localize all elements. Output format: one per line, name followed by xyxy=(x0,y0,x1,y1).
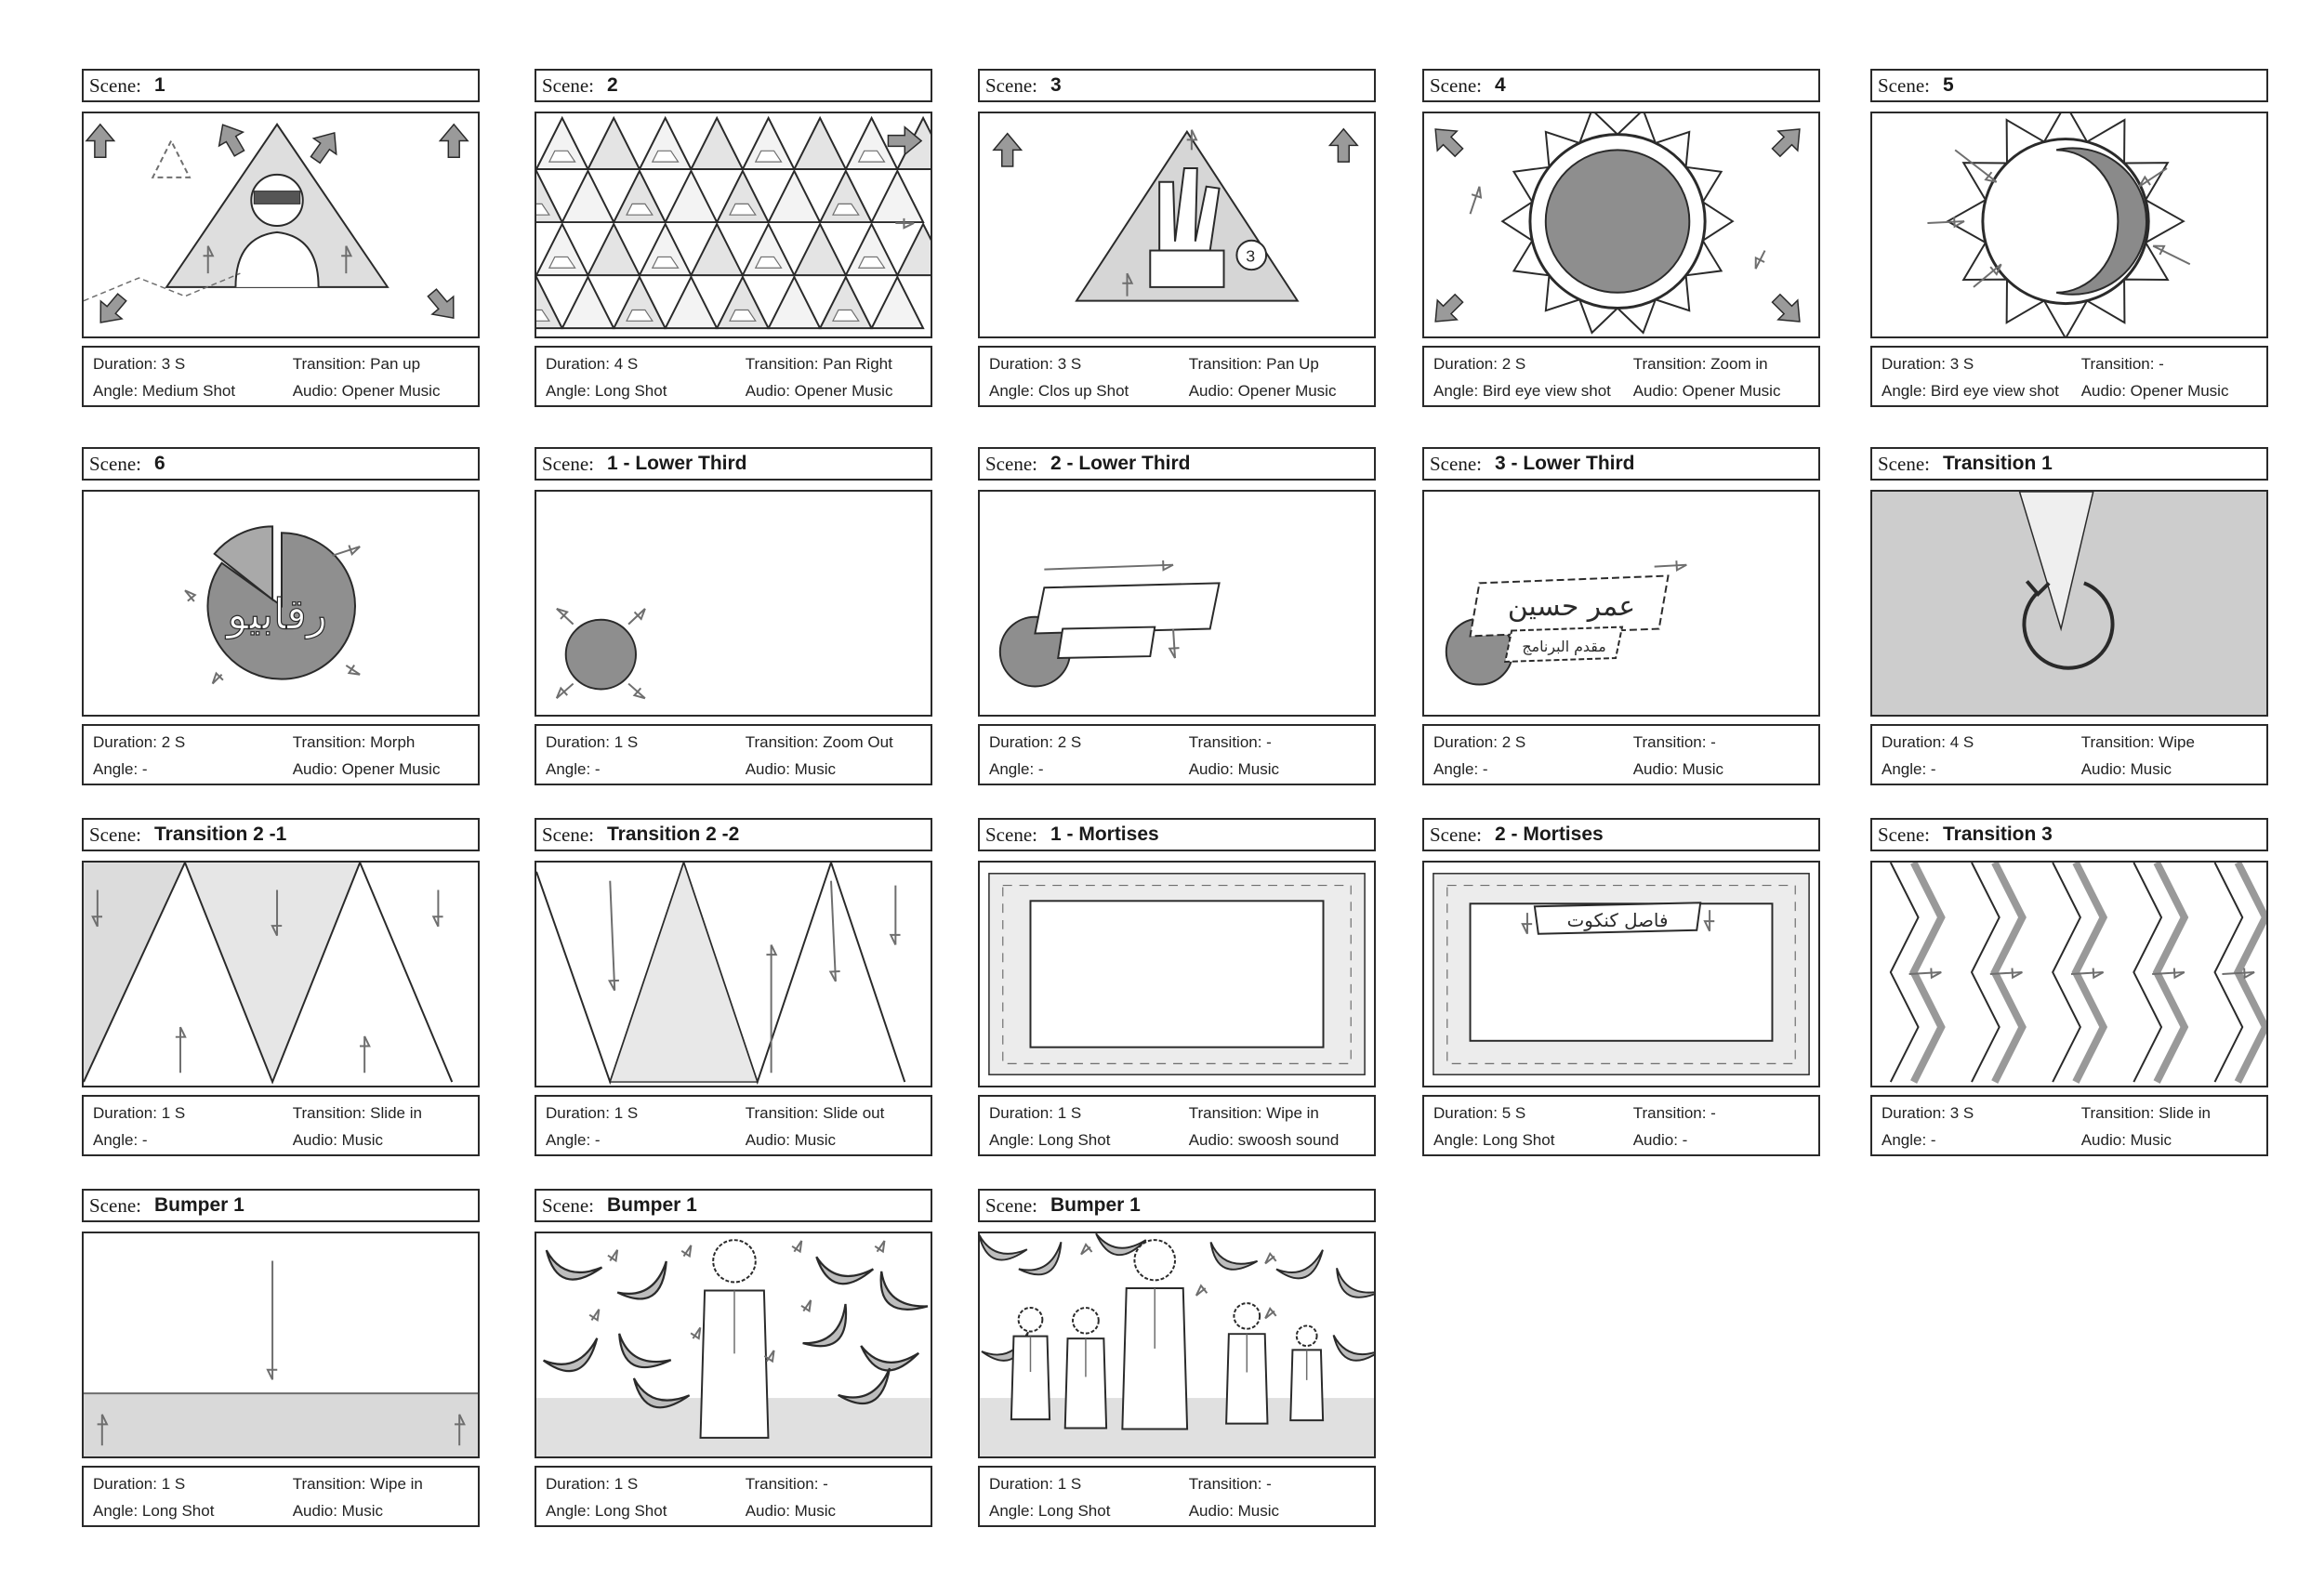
audio-text: Audio: Music xyxy=(1632,760,1724,778)
child-person-head xyxy=(1234,1303,1260,1329)
transition-text: Transition: - xyxy=(1632,1104,1716,1122)
audio-text: Audio: Music xyxy=(1188,760,1280,778)
duration-text: Duration: 4 S xyxy=(1882,733,1974,751)
audio-text: Audio: - xyxy=(1632,1131,1688,1149)
angle-text: Angle: Long Shot xyxy=(989,1131,1111,1149)
scene-number: Transition 2 -2 xyxy=(606,823,740,845)
duration-text: Duration: 3 S xyxy=(1882,355,1974,373)
audio-text: Audio: Music xyxy=(1188,1502,1280,1520)
shade xyxy=(185,863,360,1082)
transition-text: Transition: - xyxy=(745,1475,828,1493)
scene-sketch xyxy=(536,1233,931,1456)
scene-label: Scene: xyxy=(1878,452,1930,475)
scene-header xyxy=(535,447,932,481)
block-arrow-icon xyxy=(440,125,468,157)
pattern-triangle xyxy=(897,224,931,275)
scene-header xyxy=(1422,818,1820,851)
banana-icon xyxy=(543,1338,605,1379)
scene-sketch xyxy=(1424,863,1818,1086)
banana-icon xyxy=(1275,1250,1329,1285)
transition-text: Transition: Wipe in xyxy=(1188,1104,1319,1122)
scene-info xyxy=(535,1466,932,1527)
scene-label: Scene: xyxy=(1430,452,1482,475)
scene-label: Scene: xyxy=(1430,73,1482,97)
transition-text: Transition: Pan up xyxy=(292,355,421,373)
standing-person-head xyxy=(713,1240,756,1282)
scene-info xyxy=(82,346,480,407)
scene-info xyxy=(1422,1095,1820,1156)
scene-card xyxy=(535,69,932,407)
audio-text: Audio: Opener Music xyxy=(292,382,441,400)
transition-text: Transition: Wipe in xyxy=(292,1475,423,1493)
audio-text: Audio: Opener Music xyxy=(1632,382,1781,400)
scene-info xyxy=(1870,724,2268,785)
scene-header xyxy=(978,818,1376,851)
scene-number: 3 xyxy=(1050,74,1062,96)
pattern-triangle xyxy=(588,118,639,169)
scene-sketch xyxy=(536,863,931,1086)
audio-text: Audio: Music xyxy=(2080,1131,2172,1149)
scene-card xyxy=(978,447,1376,785)
angle-text: Angle: Long Shot xyxy=(546,382,667,400)
scene-label: Scene: xyxy=(985,452,1037,475)
pattern-triangle xyxy=(666,277,717,328)
angle-text: Angle: Long Shot xyxy=(93,1502,215,1520)
scene-card xyxy=(1422,69,1820,407)
duration-text: Duration: 3 S xyxy=(93,355,186,373)
scene-number: 1 - Lower Third xyxy=(606,453,747,474)
scene-number: 5 xyxy=(1942,74,1954,96)
pattern-triangle xyxy=(691,118,742,169)
angle-text: Angle: Medium Shot xyxy=(93,382,236,400)
transition-text: Transition: - xyxy=(1188,1475,1272,1493)
scene-sketch-frame xyxy=(535,861,932,1087)
scene-sketch-frame xyxy=(978,1232,1376,1458)
scene-sketch-frame xyxy=(535,112,932,338)
duration-text: Duration: 4 S xyxy=(546,355,639,373)
banana-icon xyxy=(616,1261,678,1310)
angle-text: Angle: Long Shot xyxy=(989,1502,1111,1520)
scene-label: Scene: xyxy=(1430,823,1482,846)
scene-info xyxy=(82,1466,480,1527)
scene-sketch xyxy=(980,113,1374,336)
duration-text: Duration: 1 S xyxy=(546,1475,639,1493)
scene-sketch-frame xyxy=(978,861,1376,1087)
audio-text: Audio: Opener Music xyxy=(1188,382,1337,400)
audio-text: Audio: Opener Music xyxy=(292,760,441,778)
scene-number: Bumper 1 xyxy=(1050,1194,1141,1216)
presenter-name: عمر حسين xyxy=(1507,589,1636,622)
scene-sketch-frame xyxy=(1870,861,2268,1087)
scene-sketch-frame xyxy=(1422,490,1820,717)
scene-info xyxy=(978,724,1376,785)
duration-text: Duration: 1 S xyxy=(989,1475,1082,1493)
banana-icon xyxy=(539,1247,601,1288)
audio-text: Audio: Music xyxy=(2080,760,2172,778)
inner-window xyxy=(1030,901,1323,1047)
scene-sketch xyxy=(84,863,478,1086)
arrow-icon xyxy=(2153,246,2190,265)
block-arrow-icon xyxy=(86,125,114,157)
scene-header xyxy=(535,69,932,102)
scene-header xyxy=(1870,69,2268,102)
block-arrow-icon xyxy=(1766,120,1809,163)
arrow-icon xyxy=(1927,221,1964,223)
scene-label: Scene: xyxy=(542,1193,594,1217)
scene-info xyxy=(535,346,932,407)
duration-text: Duration: 2 S xyxy=(1433,355,1526,373)
audio-text: Audio: Music xyxy=(292,1502,384,1520)
scene-label: Scene: xyxy=(89,73,141,97)
pattern-triangle xyxy=(769,171,820,222)
scene-label: Scene: xyxy=(89,1193,141,1217)
pattern-triangle xyxy=(769,277,820,328)
angle-text: Angle: - xyxy=(93,760,148,778)
angle-text: Angle: Long Shot xyxy=(546,1502,667,1520)
angle-text: Angle: Long Shot xyxy=(1433,1131,1555,1149)
scene-label: Scene: xyxy=(1878,73,1930,97)
angle-text: Angle: - xyxy=(546,760,601,778)
transition-text: Transition: Pan Up xyxy=(1188,355,1319,373)
scene-header xyxy=(82,818,480,851)
scene-sketch xyxy=(84,1233,478,1456)
transition-text: Transition: Slide out xyxy=(745,1104,885,1122)
scene-card xyxy=(1870,447,2268,785)
pattern-triangle xyxy=(562,277,614,328)
scene-number: 4 xyxy=(1494,74,1506,96)
banana-icon xyxy=(1327,1333,1374,1368)
duration-text: Duration: 3 S xyxy=(1882,1104,1974,1122)
scene-info xyxy=(82,1095,480,1156)
scene-sketch-frame xyxy=(1870,490,2268,717)
pattern-triangle xyxy=(666,171,717,222)
sun-disc xyxy=(1546,150,1690,292)
scene-sketch xyxy=(980,1233,1374,1456)
arrowhead-icon xyxy=(2139,178,2150,187)
scene-number: 1 - Mortises xyxy=(1050,823,1159,845)
block-arrow-icon xyxy=(994,134,1022,166)
scene-number: 2 xyxy=(606,74,618,96)
audio-text: Audio: Music xyxy=(745,1502,837,1520)
block-arrow-icon xyxy=(1766,289,1809,332)
pattern-triangle xyxy=(794,224,845,275)
scene-card xyxy=(978,818,1376,1156)
banana-icon xyxy=(609,1331,670,1379)
scene-sketch xyxy=(536,113,931,336)
angle-text: Angle: - xyxy=(546,1131,601,1149)
arrowhead-icon xyxy=(1472,187,1481,198)
angle-text: Angle: Clos up Shot xyxy=(989,382,1129,400)
scene-label: Scene: xyxy=(1878,823,1930,846)
angle-text: Angle: - xyxy=(1433,760,1488,778)
transition-text: Transition: Pan Right xyxy=(745,355,892,373)
scene-label: Scene: xyxy=(542,452,594,475)
duration-text: Duration: 1 S xyxy=(546,1104,639,1122)
audio-text: Audio: Music xyxy=(292,1131,384,1149)
lower-third-subbar xyxy=(1058,627,1155,658)
pattern-triangle xyxy=(691,224,742,275)
scene-sketch xyxy=(1872,863,2266,1086)
duration-text: Duration: 5 S xyxy=(1433,1104,1526,1122)
transition-text: Transition: - xyxy=(1632,733,1716,751)
banana-icon xyxy=(812,1254,874,1291)
scene-label: Scene: xyxy=(985,1193,1037,1217)
child-person-head xyxy=(1019,1308,1043,1332)
scene-info xyxy=(1422,724,1820,785)
block-arrow-icon xyxy=(304,125,346,167)
scene-sketch xyxy=(84,113,478,336)
scene-header xyxy=(1870,818,2268,851)
scene-card xyxy=(978,69,1376,407)
presenter-role: مقدم البرنامج xyxy=(1522,638,1606,656)
arrow-icon xyxy=(610,881,614,991)
banana-icon xyxy=(1018,1242,1071,1284)
scene-sketch-frame xyxy=(978,490,1376,717)
separator-text: فاصل كنكوت xyxy=(1566,909,1669,931)
scene-header xyxy=(82,447,480,481)
scene-card xyxy=(1870,69,2268,407)
child-person-head xyxy=(1297,1325,1317,1346)
arrow-icon xyxy=(2222,972,2254,974)
scene-number: 2 - Lower Third xyxy=(1050,453,1191,474)
scene-card xyxy=(1870,818,2268,1156)
scene-info xyxy=(978,1095,1376,1156)
arrow-icon xyxy=(1655,565,1687,567)
transition-text: Transition: Slide in xyxy=(292,1104,422,1122)
main-person-head xyxy=(1134,1240,1175,1280)
floor-shade xyxy=(84,1393,478,1456)
arrow-icon xyxy=(831,881,836,982)
scene-number: Transition 1 xyxy=(1942,453,2053,474)
scene-label: Scene: xyxy=(89,823,141,846)
scene-number: 2 - Mortises xyxy=(1494,823,1604,845)
scene-number: Transition 3 xyxy=(1942,823,2053,845)
block-arrow-icon xyxy=(422,284,465,327)
duration-text: Duration: 2 S xyxy=(93,733,186,751)
block-arrow-icon xyxy=(1426,289,1469,332)
scene-sketch xyxy=(980,492,1374,715)
number-badge-text: 3 xyxy=(1246,246,1256,266)
audio-text: Audio: Music xyxy=(745,1131,837,1149)
scene-header xyxy=(82,69,480,102)
scene-info xyxy=(1422,346,1820,407)
scene-sketch-frame xyxy=(82,1232,480,1458)
scene-sketch-frame xyxy=(1422,861,1820,1087)
scene-header xyxy=(978,1189,1376,1222)
scene-header xyxy=(978,447,1376,481)
scene-card xyxy=(82,447,480,785)
scene-sketch xyxy=(980,863,1374,1086)
scene-card xyxy=(1422,447,1820,785)
duration-text: Duration: 2 S xyxy=(1433,733,1526,751)
scene-sketch-frame xyxy=(535,1232,932,1458)
duration-text: Duration: 1 S xyxy=(93,1104,186,1122)
scene-number: 3 - Lower Third xyxy=(1494,453,1635,474)
pattern-triangle xyxy=(588,224,639,275)
scene-info xyxy=(535,1095,932,1156)
audio-text: Audio: Music xyxy=(745,760,837,778)
audio-text: Audio: swoosh sound xyxy=(1188,1131,1340,1149)
scene-sketch-frame xyxy=(82,861,480,1087)
pattern-triangle xyxy=(794,118,845,169)
transition-text: Transition: - xyxy=(2080,355,2164,373)
banana-icon xyxy=(980,1233,1027,1268)
banana-icon xyxy=(1204,1240,1258,1279)
logo-text: رقابيو xyxy=(227,589,327,639)
scene-sketch-frame xyxy=(82,112,480,338)
dashed-triangle xyxy=(152,141,190,178)
scene-info xyxy=(535,724,932,785)
scene-info xyxy=(82,724,480,785)
audio-text: Audio: Opener Music xyxy=(2080,382,2229,400)
child-person-head xyxy=(1073,1308,1099,1334)
arrow-icon xyxy=(1955,150,1997,181)
angle-text: Angle: Bird eye view shot xyxy=(1882,382,2059,400)
banana-icon xyxy=(868,1270,928,1324)
sunglasses-icon xyxy=(254,191,300,204)
scene-sketch-frame xyxy=(82,490,480,717)
scene-info xyxy=(1870,346,2268,407)
scene-card xyxy=(535,1189,932,1527)
duration-text: Duration: 2 S xyxy=(989,733,1082,751)
scene-number: Bumper 1 xyxy=(153,1194,244,1216)
angle-text: Angle: - xyxy=(93,1131,148,1149)
scene-sketch xyxy=(536,492,931,715)
block-arrow-icon xyxy=(211,118,252,160)
scene-number: Transition 2 -1 xyxy=(153,823,287,845)
scene-number: 1 xyxy=(153,74,165,96)
scene-header xyxy=(535,1189,932,1222)
scene-card xyxy=(82,1189,480,1527)
arrow-icon xyxy=(2139,168,2167,187)
shade xyxy=(610,863,758,1082)
audio-text: Audio: Opener Music xyxy=(745,382,893,400)
sleeve xyxy=(1150,251,1223,287)
scene-info xyxy=(978,346,1376,407)
pattern-triangle xyxy=(872,277,923,328)
duration-text: Duration: 1 S xyxy=(546,733,639,751)
scene-card xyxy=(535,818,932,1156)
scene-label: Scene: xyxy=(542,73,594,97)
banana-icon xyxy=(1328,1266,1374,1308)
arrow-icon xyxy=(1974,264,2001,287)
angle-text: Angle: - xyxy=(1882,1131,1936,1149)
ball-shape xyxy=(566,620,636,690)
scene-label: Scene: xyxy=(542,823,594,846)
angle-text: Angle: - xyxy=(989,760,1044,778)
scene-sketch xyxy=(1424,492,1818,715)
duration-text: Duration: 1 S xyxy=(989,1104,1082,1122)
scene-card xyxy=(1422,818,1820,1156)
scene-card xyxy=(82,69,480,407)
scene-sketch-frame xyxy=(1422,112,1820,338)
scene-header xyxy=(82,1189,480,1222)
transition-text: Transition: Zoom in xyxy=(1632,355,1768,373)
scene-sketch xyxy=(1872,492,2266,715)
scene-number: Bumper 1 xyxy=(606,1194,697,1216)
angle-text: Angle: - xyxy=(1882,760,1936,778)
pattern-triangle xyxy=(872,171,923,222)
scene-header xyxy=(1422,447,1820,481)
lower-third-banner xyxy=(1035,583,1219,633)
scene-header xyxy=(1422,69,1820,102)
scene-card xyxy=(535,447,932,785)
scene-label: Scene: xyxy=(985,73,1037,97)
pattern-triangle xyxy=(562,171,614,222)
scene-sketch xyxy=(84,492,478,715)
duration-text: Duration: 3 S xyxy=(989,355,1082,373)
scene-label: Scene: xyxy=(89,452,141,475)
scene-sketch xyxy=(1424,113,1818,336)
block-arrow-icon xyxy=(1426,120,1469,163)
scene-label: Scene: xyxy=(985,823,1037,846)
scene-sketch-frame xyxy=(978,112,1376,338)
scene-card xyxy=(82,818,480,1156)
transition-text: Transition: - xyxy=(1188,733,1272,751)
scene-header xyxy=(1870,447,2268,481)
scene-info xyxy=(978,1466,1376,1527)
scene-header xyxy=(535,818,932,851)
block-arrow-icon xyxy=(1329,129,1357,162)
scene-info xyxy=(1870,1095,2268,1156)
scene-header xyxy=(978,69,1376,102)
transition-text: Transition: Zoom Out xyxy=(745,733,893,751)
transition-text: Transition: Morph xyxy=(292,733,416,751)
scene-sketch-frame xyxy=(535,490,932,717)
scene-sketch xyxy=(1872,113,2266,336)
scene-card xyxy=(978,1189,1376,1527)
transition-text: Transition: Wipe xyxy=(2080,733,2195,751)
arrow-icon xyxy=(1471,187,1480,215)
scene-number: 6 xyxy=(153,453,165,474)
arrow-icon xyxy=(1044,565,1173,570)
angle-text: Angle: Bird eye view shot xyxy=(1433,382,1611,400)
scene-sketch-frame xyxy=(1870,112,2268,338)
transition-text: Transition: Slide in xyxy=(2080,1104,2211,1122)
duration-text: Duration: 1 S xyxy=(93,1475,186,1493)
